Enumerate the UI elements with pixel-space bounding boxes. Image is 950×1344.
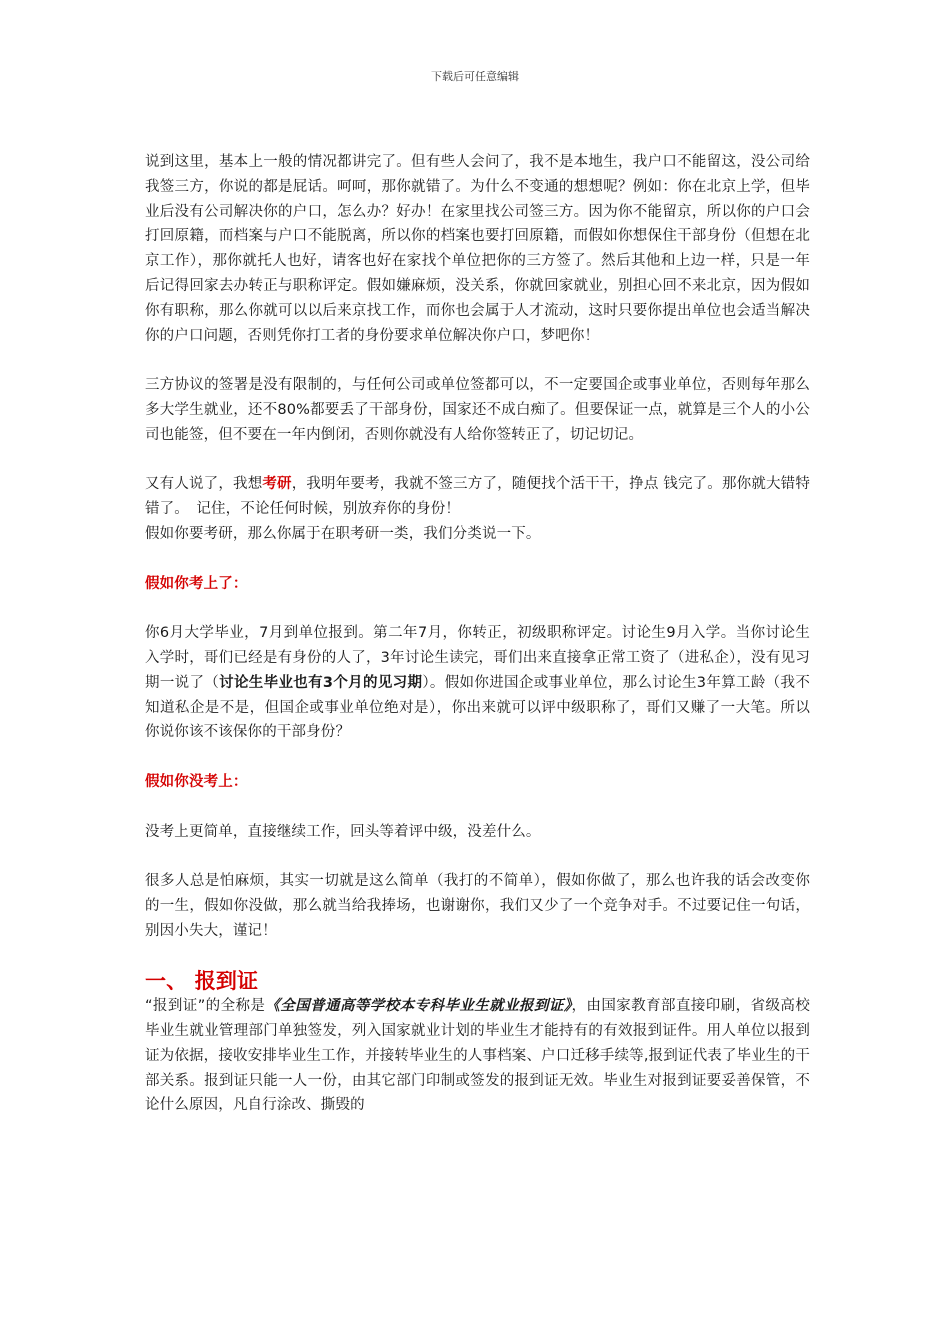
text-segment: ）。假如你进国企或事业单位，那么讨论生3年算工龄（我不知道私企是不是，但国企或事业单位绝对是），你出来就可以评中级职称了，哥们又赚了一大笔。所以你说你该不该保你的干部身份？ bbox=[145, 674, 810, 741]
paragraph-postgraduate-exam bbox=[145, 472, 810, 522]
paragraph-in-service-exam: 假如你要考研，那么你属于在职考研一类，我们分类说一下。 bbox=[145, 525, 541, 542]
paragraph-tripartite-agreement: 三方协议的签署是没有限制的，与任何公司或单位签都可以，不一定要国企或事业单位，否则每年那么多大学生就业，还不80%都要丢了干部身份，国家还不成白痴了。但要保证一点，就算是三个人的小公司也能签，但不要在一年内倒闭，否则你就没有人给你签转正了，切记切记。 bbox=[145, 377, 810, 443]
text-segment: 又有人说了，我想 bbox=[145, 476, 263, 493]
document-body bbox=[145, 150, 810, 1118]
section-heading-report-certificate: 一、 报到证 bbox=[145, 969, 259, 994]
text-segment: 你6月大学毕业，7月到单位报到。第二年7月，你转正，初级职称评定。讨论生9月入学。当你讨论生入学时，哥们已经是有身份的人了，3年讨论生读完，哥们出来直接拿正常工资了（进私企），没有见习期一说了（ bbox=[145, 625, 810, 691]
text-segment: ，我明年要考，我就不签三方了，随便找个活干干，挣点 钱完了。那你就大错特错了。 记住，不论任何时候，别放弃你的身份！ bbox=[145, 476, 810, 518]
paragraph-if-failed: 没考上更简单，直接继续工作，回头等着评中级，没差什么。 bbox=[145, 823, 541, 840]
heading-if-failed: 假如你没考上： bbox=[145, 773, 248, 790]
paragraph-conclusion: 很多人总是怕麻烦，其实一切就是这么简单（我打的不简单），假如你做了，那么也许我的话会改变你的一生，假如你没做，那么就当给我捧场，也谢谢你，我们又少了一个竞争对手。不过要记住一句话，别因小失大，谨记！ bbox=[145, 873, 810, 939]
bold-certificate-full-name: 《全国普通高等学校本专科毕业生就业报到证》 bbox=[265, 998, 572, 1015]
paragraph-non-local-students: 说到这里，基本上一般的情况都讲完了。但有些人会问了，我不是本地生，我户口不能留这，没公司给我签三方，你说的都是屁话。呵呵，那你就错了。为什么不变通的想想呢？例如：你在北京上学，但毕业后没有公司解决你的户口，怎么办？好办！在家里找公司签三方。因为你不能留京，所以你的户口会打回原籍，而档案与户口不能脱离，所以你的档案也要打回原籍，而假如你想保住干部身份（但想在北京工作），那你就托人也好，请客也好在家找个单位把你的三方签了。然后其他和上边一样，只是一年后记得回家去办转正与职称评定。假如嫌麻烦，没关系，你就回家就业，别担心回不来北京，因为假如你有职称，那么你就可以以后来京找工作，而你也会属于人才流动，这时只要你提出单位也会适当解决你的户口问题，否则凭你打工者的身份要求单位解决你户口，梦吧你！ bbox=[145, 154, 810, 344]
paragraph-report-certificate bbox=[145, 994, 810, 1118]
page-header-note: 下载后可任意编辑 bbox=[431, 70, 519, 83]
keyword-kaoyan: 考研 bbox=[262, 476, 292, 493]
bold-internship-note: 讨论生毕业也有3个月的见习期 bbox=[219, 674, 423, 691]
text-segment: ，由国家教育部直接印刷，省级高校毕业生就业管理部门单独签发，列入国家就业计划的毕业生才能持有的有效报到证件。用人单位以报到证为依据，接收安排毕业生工作，并接转毕业生的人事档案、户口迁移手续等,报到证代表了毕业生的干部关系。报到证只能一人一份，由其它部门印制或签发的报到证无效。毕业生对报到证要妥善保管，不论什么原因，凡自行涂改、撕毁的 bbox=[145, 998, 811, 1114]
paragraph-if-passed bbox=[145, 621, 810, 745]
heading-if-passed: 假如你考上了： bbox=[145, 575, 248, 592]
text-segment: “报到证”的全称是 bbox=[145, 998, 266, 1015]
